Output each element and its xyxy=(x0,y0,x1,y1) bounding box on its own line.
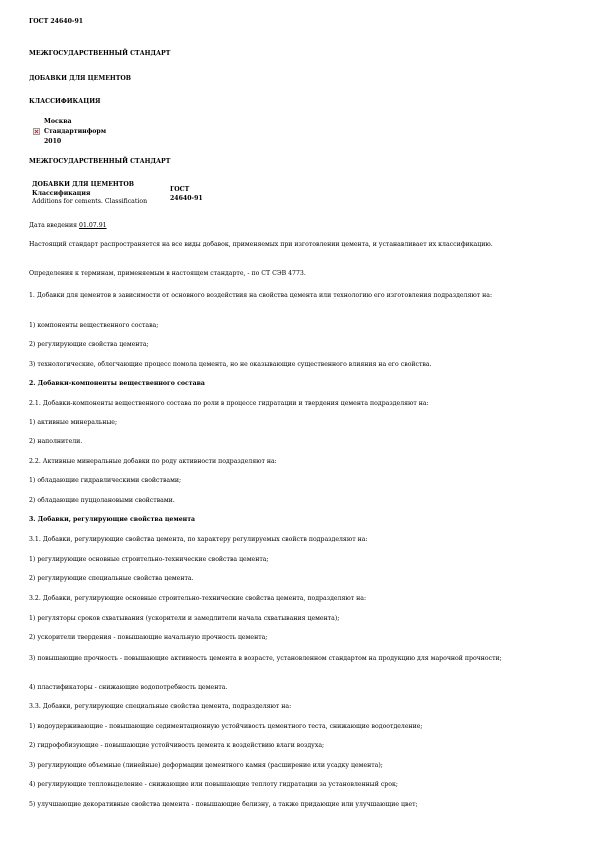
introduction-date-label: Дата введения xyxy=(29,222,78,229)
list-item: 1) регулирующие основные строительно-технические свойства цемента; xyxy=(29,556,269,563)
paragraph-2-2: 2.2. Активные минеральные добавки по роду активности подразделяют на: xyxy=(29,458,277,465)
list-item: 3) повышающие прочность - повышающие активность цемента в возрасте, установленном стандартом на продукцию для марочной прочности; xyxy=(29,655,502,662)
list-item: 4) пластификаторы - снижающие водопотребность цемента. xyxy=(29,684,228,691)
section-heading-3: 3. Добавки, регулирующие свойства цемента xyxy=(29,516,196,523)
list-item: 1) водоудерживающие - повышающие седиментационную устойчивость цементного теста, снижающие водоотделение; xyxy=(29,723,423,730)
list-item: 2) гидрофобизующие - повышающие устойчивость цемента к воздействию влаги воздуха; xyxy=(29,742,325,749)
title-block-right xyxy=(170,186,230,203)
document-subtitle: КЛАССИФИКАЦИЯ xyxy=(29,98,101,105)
broken-image-icon xyxy=(33,128,40,135)
section-heading-2: 2. Добавки-компоненты вещественного состава xyxy=(29,380,205,387)
standard-type-heading: МЕЖГОСУДАРСТВЕННЫЙ СТАНДАРТ xyxy=(29,50,171,57)
list-item: 5) улучшающие декоративные свойства цемента - повышающие белизну, а также придающие или улучшающие цвет; xyxy=(29,801,418,808)
list-item: 1) регуляторы сроков схватывания (ускорители и замедлители начала схватывания цемента); xyxy=(29,615,340,622)
list-item: 1) компоненты вещественного состава; xyxy=(29,322,159,329)
list-item: 3) технологические, облегчающие процесс помола цемента, но не оказывающие существенного влияния на его свойства. xyxy=(29,361,432,368)
list-item: 2) обладающие пуццолановыми свойствами. xyxy=(29,497,175,504)
introduction-date-link[interactable]: 01.07.91 xyxy=(79,222,107,229)
paragraph-2-1: 2.1. Добавки-компоненты вещественного состава по роли в процессе гидратации и твердения цемента подразделяют на: xyxy=(29,400,429,407)
document-title: ДОБАВКИ ДЛЯ ЦЕМЕНТОВ xyxy=(29,75,131,82)
list-item: 2) наполнители. xyxy=(29,438,83,445)
list-item: 2) регулирующие свойства цемента; xyxy=(29,341,149,348)
gost-label: ГОСТ xyxy=(170,186,190,193)
title-block-left xyxy=(32,181,167,207)
list-item: 4) регулирующие тепловыделение - снижающие или повышающие теплоту гидратации за установленный срок; xyxy=(29,781,398,788)
terms-paragraph: Определения к терминам, применяемым в настоящем стандарте, - по СТ СЭВ 4773. xyxy=(29,270,306,277)
doc-number: ГОСТ 24640-91 xyxy=(29,18,84,25)
title-block-standard-type: МЕЖГОСУДАРСТВЕННЫЙ СТАНДАРТ xyxy=(29,158,171,165)
title-block-title-en: Additions for cements. Classification xyxy=(32,198,148,205)
paragraph-1: 1. Добавки для цементов в зависимости от основного воздействия на свойства цемента или технологию его изготовления подразделяют на: xyxy=(29,292,493,299)
title-block-subtitle-ru: Классификация xyxy=(32,189,91,197)
list-item: 2) регулирующие специальные свойства цемента. xyxy=(29,575,194,582)
publisher-city: Москва xyxy=(44,118,72,125)
publisher-year: 2010 xyxy=(44,138,62,145)
list-item: 1) обладающие гидравлическими свойствами; xyxy=(29,477,182,484)
list-item: 2) ускорители твердения - повышающие начальную прочность цемента; xyxy=(29,634,268,641)
title-block-title-ru: ДОБАВКИ ДЛЯ ЦЕМЕНТОВ xyxy=(32,181,134,188)
introduction-date xyxy=(29,222,107,230)
paragraph-3-3: 3.3. Добавки, регулирующие специальные свойства цемента, подразделяют на: xyxy=(29,703,292,710)
scope-paragraph: Настоящий стандарт распространяется на все виды добавок, применяемых при изготовлении цемента, и устанавливает их классификацию. xyxy=(29,241,493,248)
gost-number: 24640-91 xyxy=(170,194,203,202)
list-item: 1) активные минеральные; xyxy=(29,419,118,426)
paragraph-3-1: 3.1. Добавки, регулирующие свойства цемента, по характеру регулируемых свойств подразделяют на: xyxy=(29,536,368,543)
list-item: 3) регулирующие объемные (линейные) деформации цементного камня (расширение или усадку цемента); xyxy=(29,762,383,769)
paragraph-3-2: 3.2. Добавки, регулирующие основные строительно-технические свойства цемента, подразделяют на: xyxy=(29,595,367,602)
publisher-name: Стандартинформ xyxy=(44,128,107,135)
